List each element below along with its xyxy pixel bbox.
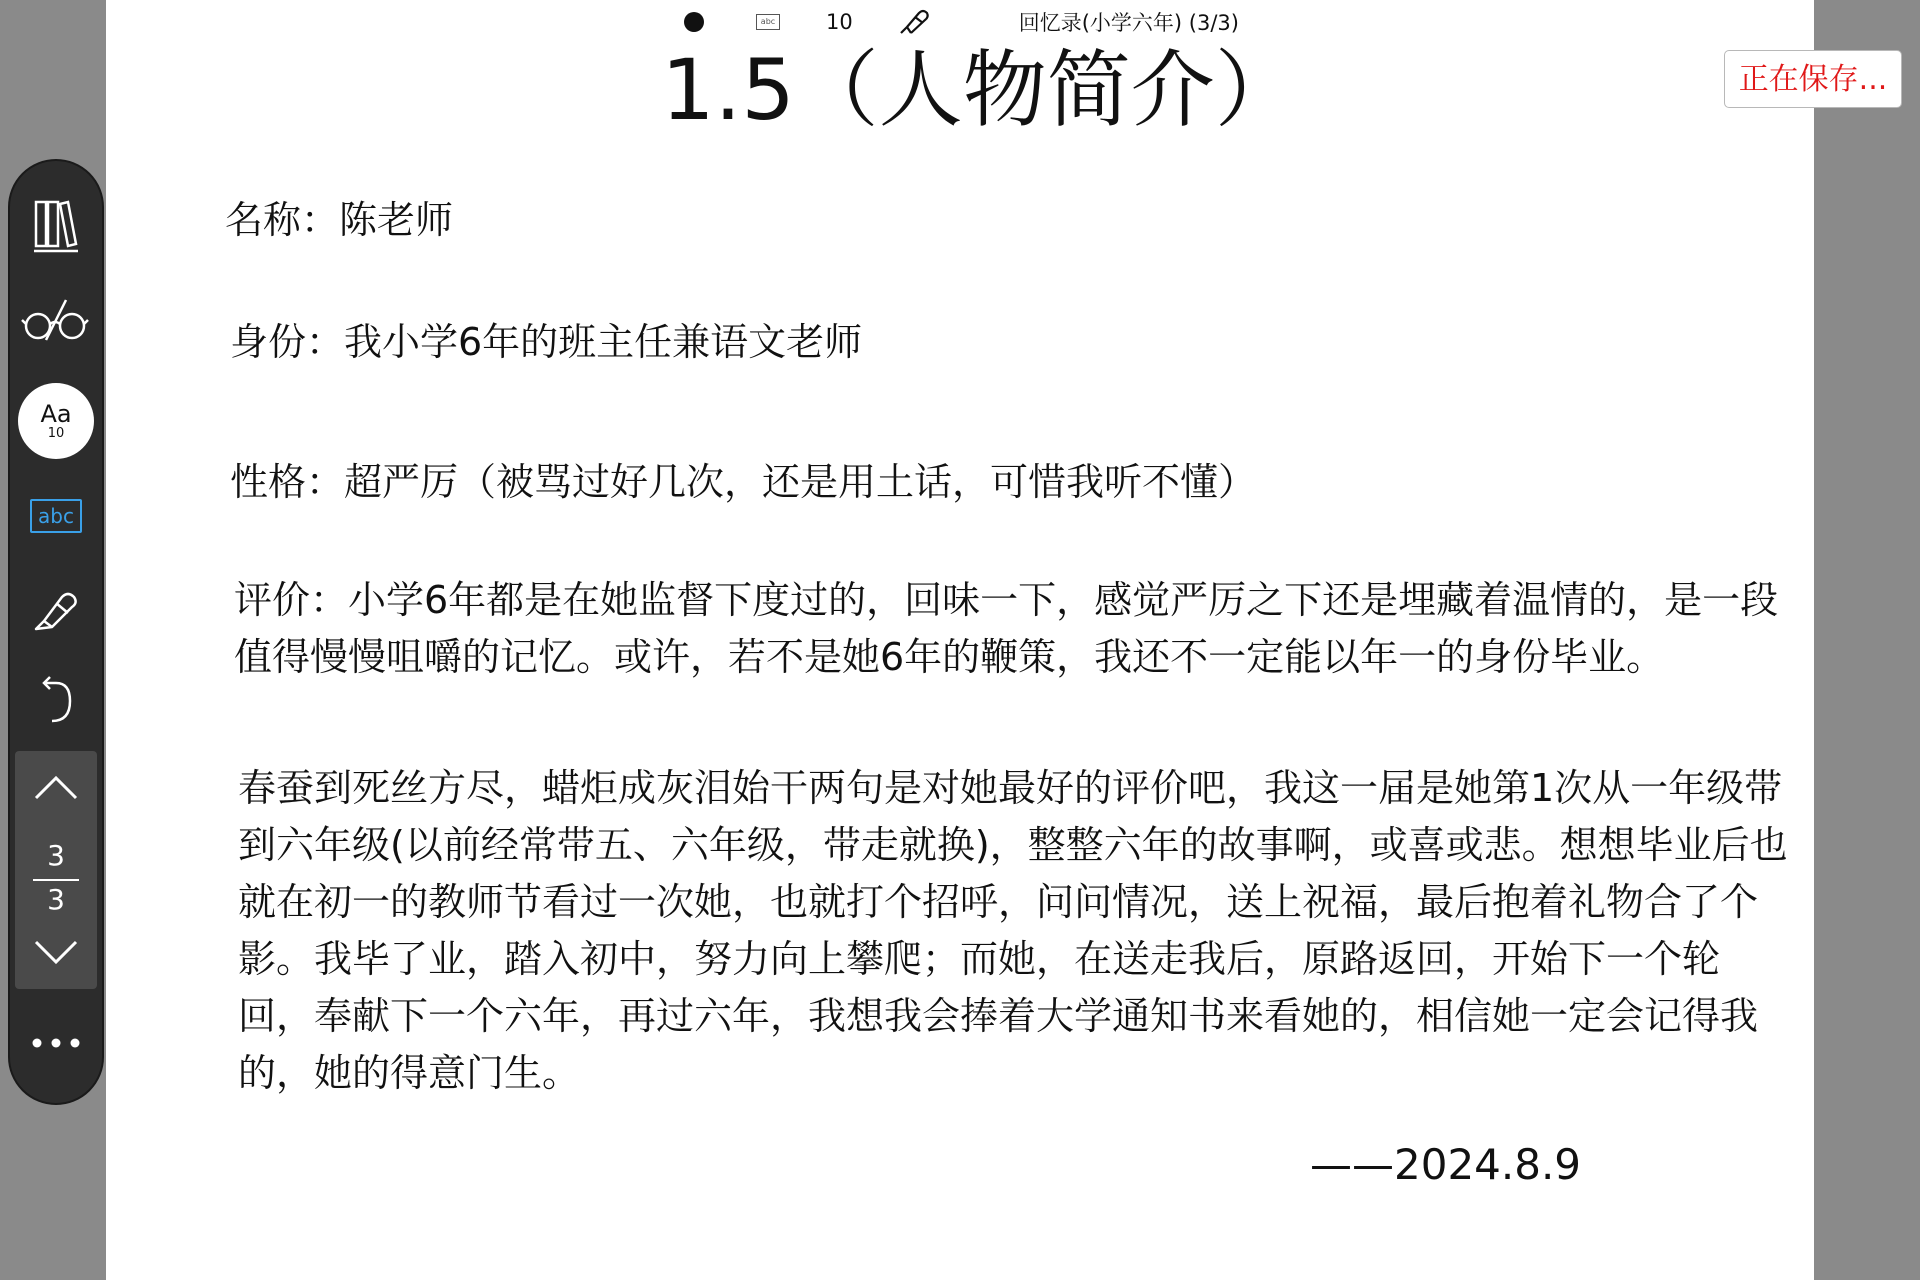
current-page-number: 3	[47, 839, 65, 872]
document-title: 回忆录(小学六年) (3/3)	[1018, 11, 1239, 35]
more-icon	[30, 1036, 82, 1050]
profile-personality-line: 性格：超严厉（被骂过好几次，还是用土话，可惜我听不懂）	[230, 460, 1257, 504]
abc-mini-icon: abc	[756, 14, 780, 30]
evaluation-paragraph: 评价：小学6年都是在她监督下度过的，回味一下，感觉严厉之下还是埋藏着温情的，是一段值得慢慢咀嚼的记忆。或许，若不是她6年的鞭策，我还不一定能以年一的身份毕业。	[234, 578, 1779, 679]
page-divider	[33, 879, 79, 881]
font-button-size: 10	[47, 426, 65, 441]
saving-status-badge: 正在保存...	[1724, 50, 1902, 108]
font-size-indicator: 10	[826, 10, 853, 34]
undo-icon	[36, 675, 76, 727]
next-page-button[interactable]	[15, 927, 97, 977]
profile-identity-line: 身份：我小学6年的班主任兼语文老师	[230, 320, 863, 364]
text-recognition-button[interactable]	[10, 481, 102, 551]
more-options-button[interactable]	[10, 1013, 102, 1073]
library-button[interactable]	[10, 191, 102, 261]
total-page-number: 3	[47, 883, 65, 916]
pen-tool-button[interactable]	[10, 571, 102, 651]
pen-mini-icon	[897, 7, 931, 37]
font-settings-button[interactable]	[10, 381, 102, 461]
profile-name-line: 名称：陈老师	[225, 198, 454, 242]
chevron-up-icon	[32, 774, 80, 802]
previous-page-button[interactable]	[15, 763, 97, 813]
reading-mode-button[interactable]	[10, 285, 102, 355]
page-heading: 1.5（人物简介）	[661, 41, 1299, 139]
library-icon	[32, 198, 80, 254]
font-button-label: Aa	[40, 400, 72, 428]
reflection-paragraph: 春蚕到死丝方尽，蜡炬成灰泪始干两句是对她最好的评价吧，我这一届是她第1次从一年级带到六年级(以前经常带五、六年级，带走就换)，整整六年的故事啊，或喜或悲。想想毕业后也就在初一的教师节看过一次她，也就打个招呼，问问情况，送上祝福，最后抱着礼物合了个影。我毕了业，踏入初中，努力向上攀爬；而她，在送走我后，原路返回，开始下一个轮回，奉献下一个六年，再过六年，我想我会捧着大学通知书来看她的，相信她一定会记得我的，她的得意门生。	[238, 766, 1788, 1095]
chevron-down-icon	[32, 938, 80, 966]
page-navigator	[15, 751, 97, 989]
pen-icon	[30, 585, 82, 637]
signature-date: ——2024.8.9	[1310, 1140, 1582, 1189]
font-settings-badge	[18, 383, 94, 459]
abc-icon: abc	[30, 499, 82, 533]
undo-button[interactable]	[10, 661, 102, 741]
status-dot-icon	[684, 12, 704, 32]
left-toolbar	[8, 159, 104, 1105]
top-status-bar	[670, 6, 1239, 38]
glasses-icon	[20, 296, 92, 344]
